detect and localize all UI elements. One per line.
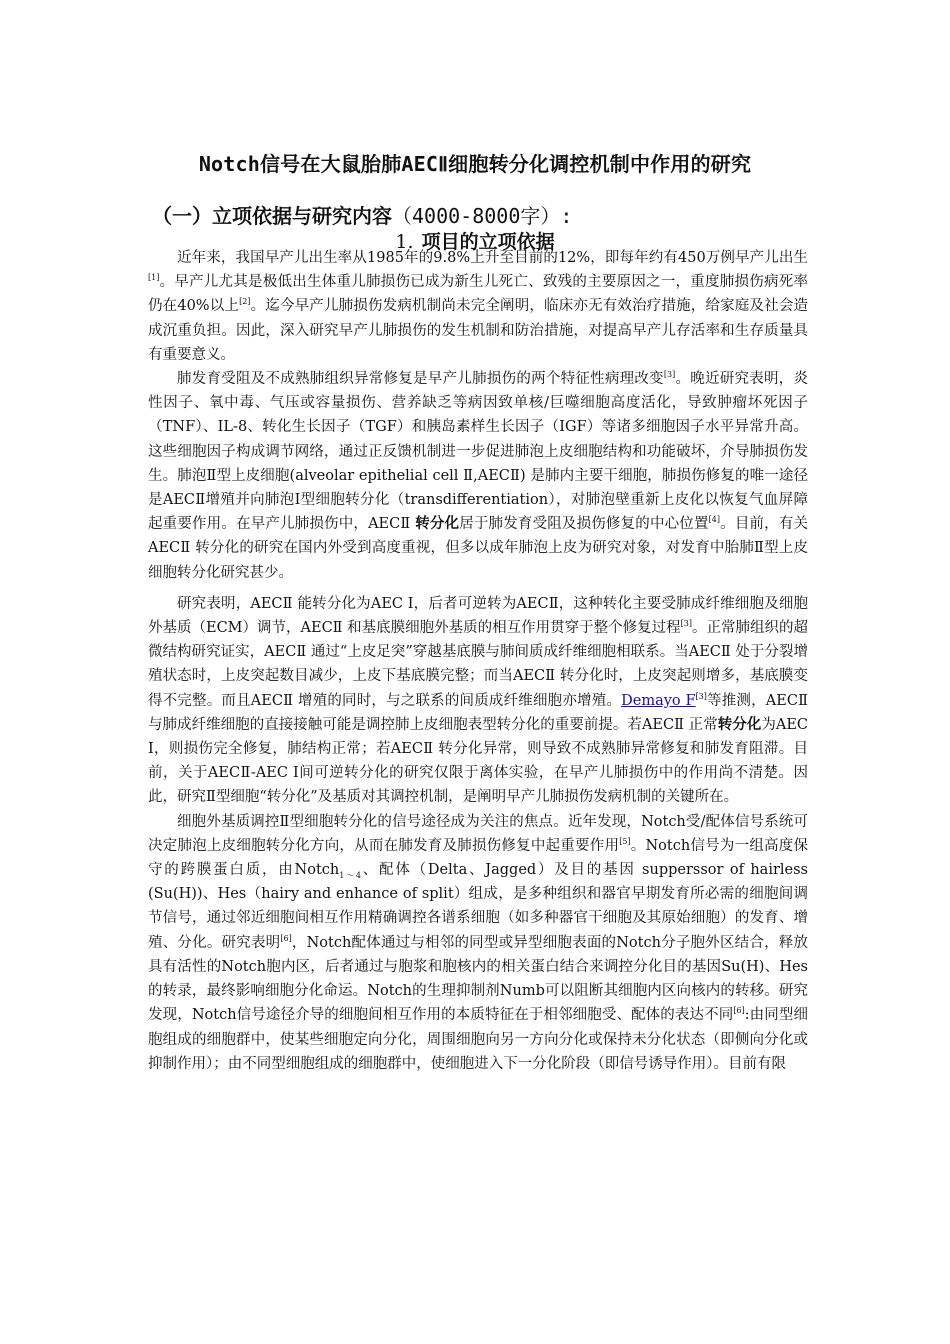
paragraph-2 xyxy=(148,367,808,585)
subsection-title: 项目的立项依据 xyxy=(421,231,555,253)
citation: [3] xyxy=(695,691,707,701)
subscript: 1～4 xyxy=(339,870,361,880)
text-run: 肺发育受阻及不成熟肺组织异常修复是早产儿肺损伤的两个特征性病理改变 xyxy=(177,371,664,388)
text-run: 为AEC Ⅰ，则损伤完全修复，肺结构正常；若AECⅡ 转分化异常，则导致不成熟肺异常修复和肺发育阻滞。目前，关于AECⅡ-AEC Ⅰ间可逆转分化的研究仅限于离体实验，在早产儿肺损伤中的作用尚不清楚。因此，研究Ⅱ型细胞“转分化”及基质对其调控机制，是阐明早产儿肺损伤发病机制的关键所在。 xyxy=(148,716,808,806)
bold-term: 转分化 xyxy=(415,515,460,533)
text-run: 细胞外基质调控Ⅱ型细胞转分化的信号途径成为关注的焦点。近年发现，Notch受/配体信号系统可决定肺泡上皮细胞转分化方向，从而在肺发育及肺损伤修复中起重要作用 xyxy=(148,813,808,854)
citation: [2] xyxy=(239,297,251,307)
text-run: 近年来，我国早产儿出生率从1985年的9.8%上升至目前的12%，即每年约有450万例早产儿出生 xyxy=(177,250,808,266)
text-run: 。迄今早产儿肺损伤发病机制尚未完全阐明，临床亦无有效治疗措施，给家庭及社会造成沉重负担。因此，深入研究早产儿肺损伤的发生机制和防治措施，对提高早产儿存活率和生存质量具有重要意义。 xyxy=(148,298,808,363)
citation: [6] xyxy=(280,933,292,943)
section-heading-suffix: （4000-8000字）: xyxy=(392,204,573,228)
subsection-number: 1. xyxy=(395,231,414,253)
text-run: 、配体（Delta、Jagged）及目的基因 supperssor of hairless (Su(H))、Hes（hairy and enhance of split）组成，是多种组织和器官早期发育所必需的细胞间调节信号，通过邻近细胞间相互作用精确调控各谱系细胞（如多种器官干细胞及其原始细胞）的发育、增殖、分化。研究表明 xyxy=(148,862,808,951)
text-run: 居于肺发育受阻及损伤修复的中心位置 xyxy=(459,516,709,533)
text-run: 。晚近研究表明，炎性因子、氧中毒、气压或容量损伤、营养缺乏等病因致单核/巨噬细胞高度活化，导致肿瘤坏死因子（TNF）、IL-8、转化生长因子（TGF）和胰岛素样生长因子（IGF）等诸多细胞因子水平异常升高。这些细胞因子构成调节网络，通过正反馈机制进一步促进肺泡上皮细胞结构和功能破坏，介导肺损伤发生。肺泡Ⅱ型上皮细胞(alveolar epithelial cell Ⅱ,AECⅡ) 是肺内主要干细胞，肺损伤修复的唯一途径是AECⅡ增殖并向肺泡Ⅰ型细胞转分化（transdifferentiation），对肺泡壁重新上皮化以恢复气血屏障起重要作用。在早产儿肺损伤中，AECⅡ xyxy=(148,371,809,533)
text-run: 。正常肺组织的超微结构研究证实，AECⅡ 通过“上皮足突”穿越基底膜与肺间质成纤维细胞相联系。当AECⅡ 处于分裂增殖状态时，上皮突起数目减少，上皮下基底膜完整；而当AECⅡ 转分化时，上皮突起则增多，基底膜变得不完整。而且AECⅡ 增殖的同时，与之联系的间质成纤维细胞亦增殖。 xyxy=(148,620,809,709)
paragraph-4 xyxy=(148,810,808,1076)
text-run: :由同型细胞组成的细胞群中，使某些细胞定向分化，周围细胞向另一方向分化或保持未分化状态（即侧向分化或抑制作用）；由不同型细胞组成的细胞群中，使细胞进入下一分化阶段（即信号诱导作用）。目前有限 xyxy=(148,1007,808,1072)
citation: [3] xyxy=(680,619,692,629)
text-run: 。目前，有关AECⅡ 转分化的研究在国内外受到高度重视，但多以成年肺泡上皮为研究对象，对发育中胎肺Ⅱ型上皮细胞转分化研究甚少。 xyxy=(148,516,809,581)
section-heading-text: （一）立项依据与研究内容 xyxy=(152,204,392,228)
citation: [6] xyxy=(733,1006,745,1016)
text-run: 研究表明，AECⅡ 能转分化为AEC Ⅰ，后者可逆转为AECⅡ，这种转化主要受肺成纤维细胞及细胞外基质（ECM）调节，AECⅡ 和基底膜细胞外基质的相互作用贯穿于整个修复过程 xyxy=(148,595,808,637)
citation: [3] xyxy=(663,370,676,380)
citation: [4] xyxy=(708,515,720,525)
text-run: 。Notch信号为一组高度保守的跨膜蛋白质，由Notch xyxy=(148,837,809,879)
bold-term: 转分化 xyxy=(717,715,762,733)
text-run: 等推测，AECⅡ 与肺成纤维细胞的直接接触可能是调控肺上皮细胞表型转分化的重要前提。若AECⅡ 正常 xyxy=(148,692,808,733)
document-title: Notch信号在大鼠胎肺AECⅡ细胞转分化调控机制中作用的研究 xyxy=(198,152,752,176)
citation: [1] xyxy=(148,273,160,283)
body-text xyxy=(148,246,808,1076)
paragraph-3 xyxy=(148,592,808,810)
section-heading xyxy=(152,200,572,229)
citation: [5] xyxy=(619,837,631,847)
text-run: 。早产儿尤其是极低出生体重儿肺损伤已成为新生儿死亡、致残的主要原因之一，重度肺损伤病死率仍在40%以上 xyxy=(148,274,808,315)
text-run: ，Notch配体通过与相邻的同型或异型细胞表面的Notch分子胞外区结合，释放具有活性的Notch胞内区，后者通过与胞浆和胞核内的相关蛋白结合来调控分化目的基因Su(H)、Hes的转录，最终影响细胞分化命运。Notch的生理抑制剂Numb可以阻断其细胞内区向核内的转移。研究发现，Notch信号途径介导的细胞间相互作用的本质特征在于相邻细胞受、配体的表达不同 xyxy=(148,934,809,1024)
paragraph-1 xyxy=(148,246,808,367)
reference-link-demayo[interactable]: Demayo F xyxy=(621,692,696,709)
